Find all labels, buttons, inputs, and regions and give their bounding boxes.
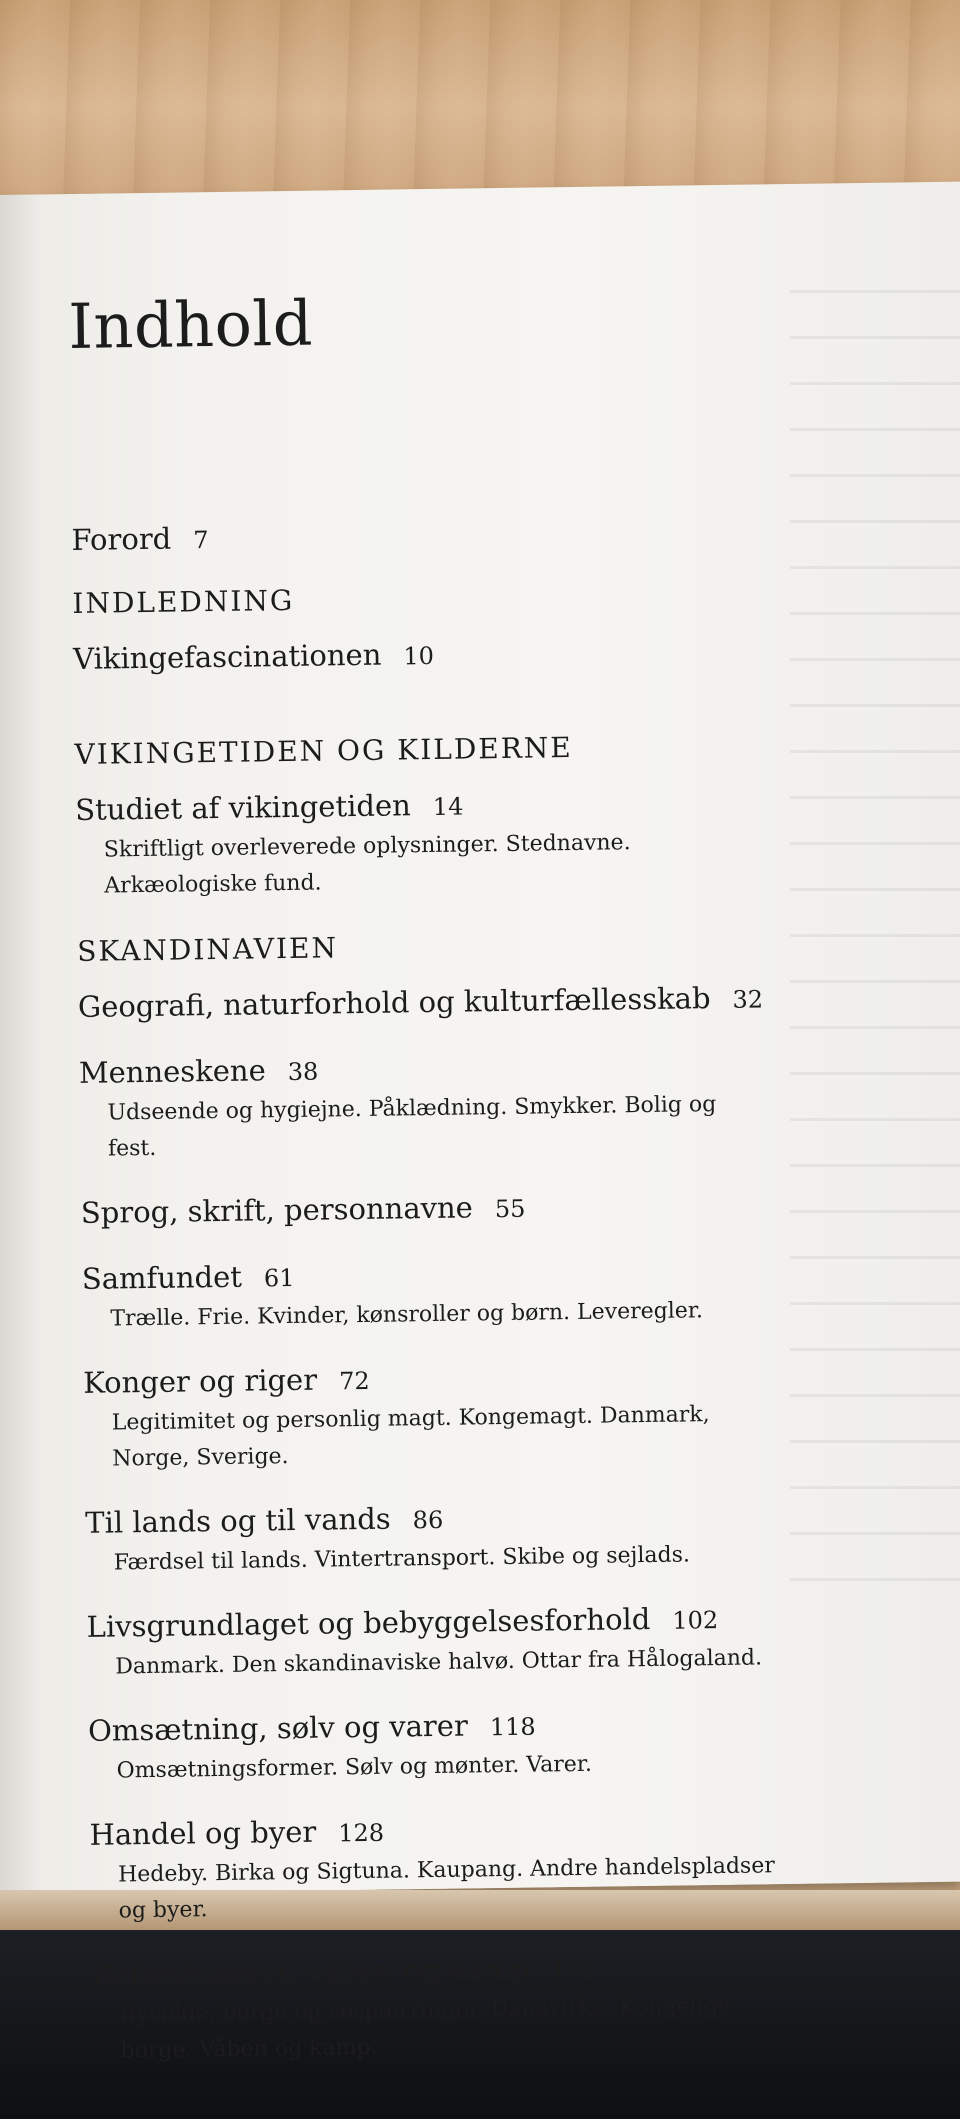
toc-entry — [86, 1598, 946, 1644]
entry-label: Befæstninger, våben og kamp — [91, 1951, 530, 1992]
entry-label: Konger og riger — [83, 1362, 318, 1400]
toc-entry — [81, 1184, 941, 1230]
page-number: 55 — [494, 1194, 526, 1224]
toc-entry — [83, 1354, 943, 1400]
entry-label: Vikingefascinationen — [72, 637, 382, 676]
toc-entry — [91, 1946, 951, 1992]
toc-entry — [85, 1494, 945, 1540]
entry-label: Livsgrundlaget og bebyggelsesforhold — [86, 1602, 651, 1644]
entry-subtopics: Hedeby. Birka og Sigtuna. Kaupang. Andre handelspladser og byer. — [117, 1853, 775, 1924]
page-number: 118 — [489, 1712, 536, 1742]
entry-label: Geografi, naturforhold og kulturfællesskab — [77, 981, 711, 1024]
page-number: 72 — [338, 1366, 370, 1396]
entry-subtopics: Skriftligt overleverede oplysninger. Stednavne. Arkæologiske fund. — [103, 830, 631, 899]
entry-subtopics: Danmark. Den skandinaviske halvø. Ottar fra Hålogaland. — [115, 1645, 763, 1680]
entry-label: Menneskene — [78, 1053, 266, 1090]
entry-subtopics: Omsætningsformer. Sølv og mønter. Varer. — [116, 1751, 593, 1784]
toc-entry — [88, 1702, 948, 1748]
toc-entry — [75, 781, 935, 827]
toc-entry — [73, 630, 933, 676]
entry-subtopics: Byvolde, borge og søspærringer. Danevirke. Kongelige borge. Våben og kamp. — [119, 1993, 731, 2064]
toc-entry — [89, 1806, 949, 1852]
page-number: 10 — [403, 641, 435, 671]
page-number: 61 — [263, 1263, 295, 1293]
entry-label: Forord — [71, 521, 172, 557]
page-number: 86 — [412, 1505, 444, 1535]
page-curl — [0, 195, 42, 1995]
entry-label: Handel og byer — [89, 1814, 317, 1852]
page-number: 7 — [193, 526, 209, 555]
entry-subtopics: Færdsel til lands. Vintertransport. Skibe og sejlads. — [113, 1542, 691, 1576]
page-number: 141 — [551, 1955, 598, 1985]
entry-subtopics: Trælle. Frie. Kvinder, kønsroller og børn. Leveregler. — [110, 1298, 704, 1332]
entry-label: Omsætning, sølv og varer — [87, 1708, 469, 1748]
page-number: 32 — [732, 985, 764, 1014]
section-heading: SKANDINAVIEN — [77, 931, 339, 968]
toc-entry — [78, 978, 938, 1024]
section-heading: INDLEDNING — [72, 583, 295, 620]
page-number: 14 — [432, 792, 464, 821]
entry-subtopics: Udseende og hygiejne. Påklædning. Smykker. Bolig og fest. — [107, 1092, 717, 1162]
page-number: 128 — [338, 1818, 385, 1848]
entry-label: Samfundet — [81, 1259, 243, 1296]
page-number: 102 — [672, 1606, 719, 1635]
toc-entry — [71, 511, 931, 557]
page-title: Indhold — [68, 286, 314, 363]
entry-label: Studiet af vikingetiden — [75, 788, 412, 827]
table-of-contents — [68, 278, 953, 2098]
entry-label: Til lands og til vands — [84, 1501, 391, 1540]
entry-subtopics: Legitimitet og personlig magt. Kongemagt. Danmark, Norge, Sverige. — [111, 1402, 710, 1472]
page-number: 38 — [287, 1057, 319, 1087]
entry-label: Sprog, skrift, personnavne — [80, 1190, 474, 1230]
section-heading: VIKINGETIDEN OG KILDERNE — [74, 730, 573, 771]
